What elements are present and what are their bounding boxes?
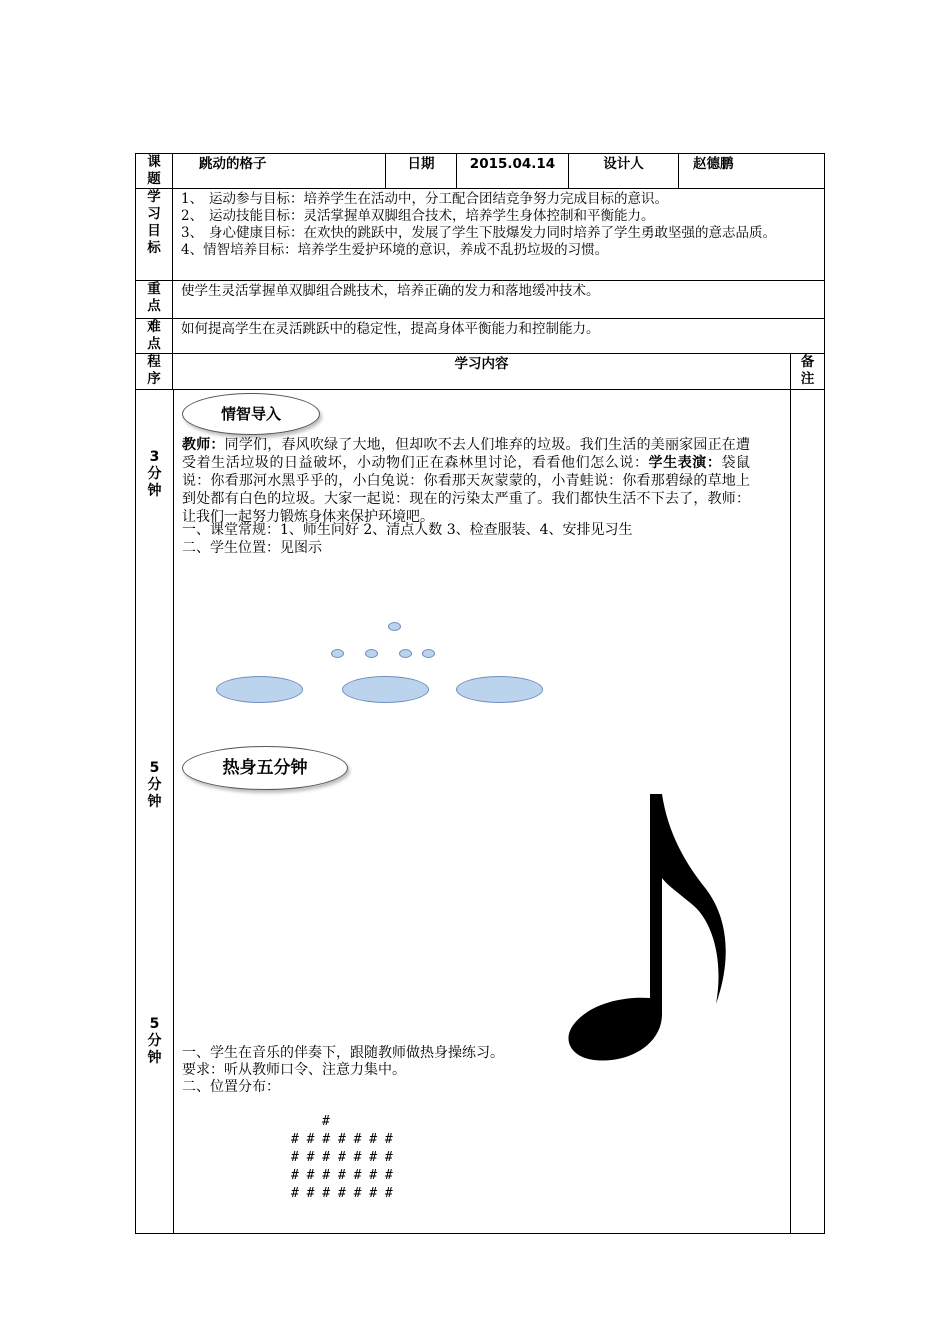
goal-item: 2、 运动技能目标：灵活掌握单双脚组合技术，培养学生身体控制和平衡能力。 — [181, 208, 655, 224]
content-label: 学习内容 — [173, 354, 791, 390]
goals-row — [136, 189, 825, 281]
position-line: 二、学生位置：见图示 — [182, 540, 322, 556]
intro-paragraph: 教师：同学们，春风吹绿了大地，但却吹不去人们堆弃的垃圾。我们生活的美丽家园正在遭受着生活垃圾的日益破坏，小动物们正在森林里讨论，看看他们怎么说：学生表演：袋鼠说：你看那河水黑乎乎的，小白兔说：你看那天灰蒙蒙的，小青蛙说：你看那碧绿的草地上到处都有白色的垃圾。大家一起说：现在的污染太严重了。我们都快生活不下去了，教师：让我们一起努力锻炼身体来保护环境吧。 — [182, 437, 751, 525]
student-dot — [365, 649, 378, 658]
student-dot — [331, 649, 344, 658]
time-label: 3 分 钟 — [147, 449, 162, 499]
teacher-label: 教师： — [182, 437, 225, 453]
designer-value: 赵德鹏 — [679, 154, 825, 189]
content-row — [136, 390, 825, 1234]
formation-row: # # # # # # # — [291, 1132, 393, 1147]
designer-label: 设计人 — [569, 154, 679, 189]
student-dot — [422, 649, 435, 658]
warmup-line: 一、学生在音乐的伴奏下，跟随教师做热身操练习。 — [182, 1045, 504, 1061]
remarks-label: 备 注 — [791, 354, 825, 390]
formation-row: # # # # # # # — [291, 1186, 393, 1201]
time-label: 5 分 钟 — [147, 1016, 162, 1066]
difficulty-label: 难 点 — [136, 319, 173, 354]
topic-value: 跳动的格子 — [173, 154, 386, 189]
student-dot — [399, 649, 412, 658]
routine-line: 一、课堂常规：1、师生问好 2、清点人数 3、检查服装、4、安排见习生 — [182, 522, 633, 538]
content-cell — [136, 390, 791, 1234]
time-label: 5 分 钟 — [147, 760, 162, 810]
layout-line: 二、位置分布： — [182, 1079, 280, 1095]
date-label: 日期 — [386, 154, 457, 189]
goal-item: 3、 身心健康目标：在欢快的跳跃中，发展了学生下肢爆发力同时培养了学生勇敢坚强的意志品质。 — [181, 225, 776, 241]
column-divider — [173, 390, 174, 1233]
topic-label: 课 题 — [136, 154, 173, 189]
lesson-plan — [135, 153, 824, 1234]
goal-item: 4、情智培养目标：培养学生爱护环境的意识，养成不乱扔垃圾的习惯。 — [181, 242, 609, 258]
difficulty-row — [136, 319, 825, 354]
teacher-dot — [388, 622, 401, 631]
teacher-mark: # — [322, 1114, 330, 1129]
key-point-row — [136, 281, 825, 319]
formation-row: # # # # # # # — [291, 1168, 393, 1183]
header-row — [136, 154, 825, 189]
section-title-oval: 热身五分钟 — [182, 746, 348, 790]
goal-item: 1、 运动参与目标：培养学生在活动中，分工配合团结竞争努力完成目标的意识。 — [181, 191, 668, 207]
lesson-plan-table — [135, 153, 825, 1234]
formation-row: # # # # # # # — [291, 1150, 393, 1165]
group-area-oval — [216, 676, 303, 703]
student-label: 学生表演： — [648, 455, 722, 471]
content-area — [136, 390, 790, 1233]
group-area-oval — [342, 676, 429, 703]
key-point-text: 使学生灵活掌握单双脚组合跳技术，培养正确的发力和落地缓冲技术。 — [173, 281, 825, 319]
date-value: 2015.04.14 — [457, 154, 569, 189]
music-note-icon — [566, 794, 736, 1064]
section-title-oval: 情智导入 — [182, 393, 320, 435]
procedure-label: 程 序 — [136, 354, 173, 390]
content-header-row — [136, 354, 825, 390]
key-point-label: 重 点 — [136, 281, 173, 319]
group-area-oval — [456, 676, 543, 703]
goals-label: 学 习 目 标 — [136, 189, 173, 281]
requirement-line: 要求：听从教师口令、注意力集中。 — [182, 1062, 406, 1078]
goals-content — [173, 189, 825, 281]
remarks-cell — [791, 390, 825, 1234]
difficulty-text: 如何提高学生在灵活跳跃中的稳定性，提高身体平衡能力和控制能力。 — [173, 319, 825, 354]
